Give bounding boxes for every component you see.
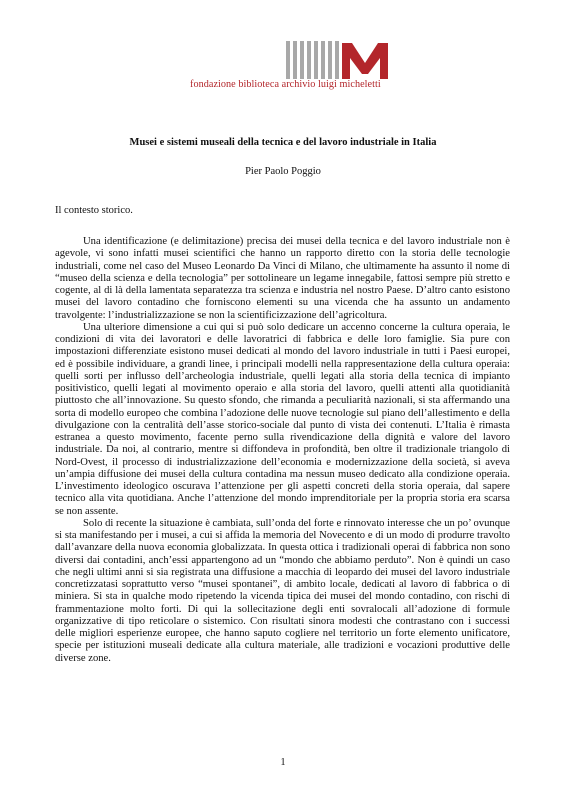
body-paragraph: Solo di recente la situazione è cambiata, sull’onda del forte e rinnovato interesse che un po’ ovunque si sta manifestando per i musei, a cui si affida la memoria del Novecento e di un modo di produrre travolto dall’avanzare della nuova economia globalizzata. In questa ottica i tradizionali operai di fabbrica non sono diversi dai contadini, anch’essi appartengono ad un “mondo che abbiamo perduto”. Non è quindi un caso che negli ultimi anni si sia registrata una diffusione a macchia di leopardo dei musei del lavoro industriale concretizzatasi soprattutto verso “musei spontanei”, di ambito locale, dedicati al lavoro di fabbrica o di miniera. Si sta in qualche modo ripetendo la vicenda tipica dei musei del mondo contadino, con rischi di frammentazione molto forti. Di qui la sollecitazione degli enti sovralocali all’adozione di formule organizzative di tipo reticolare o sistemico. Con risultati sinora modesti che contrastano con i successi delle migliori esperienze europee, che hanno saputo cogliere nel territorio un forte elemento unificatore, specie per istituzioni museali dedicate alla cultura materiale, alle tradizioni e vocazioni produttive delle diverse zone. xyxy=(55,517,510,664)
document-author: Pier Paolo Poggio xyxy=(245,166,321,177)
logo-mark xyxy=(207,41,407,83)
logo-m-letter xyxy=(342,43,388,79)
body-paragraph: Una identificazione (e delimitazione) precisa dei musei della tecnica e del lavoro industriale non è agevole, vi sono infatti musei scientifici che hanno un rapporto diretto con la storia delle tecnologie industriali, come nel caso del Museo Leonardo Da Vinci di Milano, che ultimamente ha assunto il nome di “museo della scienza e della tecnologia” per sottolineare un legame innegabile, fattosi sempre più stretto e cogente, al di là della lamentata separatezza tra scienza e industria nel nostro Paese. D’altro canto esistono musei del lavoro contadino che forniscono elementi su una vicenda che ha assunto un andamento travolgente: l’industrializzazione se non la scientificizzazione dell’agricoltura. xyxy=(55,236,510,321)
foundation-name: fondazione biblioteca archivio luigi micheletti xyxy=(190,79,381,90)
page-number: 1 xyxy=(280,757,286,768)
section-title: Il contesto storico. xyxy=(55,205,133,216)
logo-bars xyxy=(286,41,339,79)
body-paragraph: Una ulteriore dimensione a cui qui si può solo dedicare un accenno concerne la cultura operaia, le condizioni di vita dei lavoratori e delle lavoratrici di fabbrica e delle loro famiglie. Sia pure con impostazioni differenziate esistono musei dedicati al mondo del lavoro industriale in tutti i Paesi europei, ed è possibile individuare, a grandi linee, i principali modelli nella rappresentazione della cultura operaia: quelli sorti per influsso dell’archeologia industriale, quelli legati alla storia della tecnica di impianto positivistico, quelli legati al movimento operaio e alla storia del lavoro, quelli attenti alla quotidianità piuttosto che all’innovazione. Su questo sfondo, che rimanda a peculiarità nazionali, si sta affermando una sorta di modello europeo che combina l’adozione delle nuove tecnologie sul piano dell’allestimento e della divulgazione con la centralità dell’asse storico-sociale dal punto di vista dei contenuti. L’Italia è rimasta estranea a questo movimento, facente perno sulla rivendicazione della dignità e valore del lavoro industriale. Da noi, al contrario, mentre si diffondeva in profondità, ben oltre il tradizionale triangolo di Nord-Ovest, il processo di industrializzazione dell’economia e modernizzazione della società, si aveva un’ampia diffusione dei musei della cultura contadina ma nessun museo dedicato alla condizione operaia. L’investimento ideologico oscurava l’attenzione per gli aspetti concreti della storia operaia, dal sapere tecnico alla vita quotidiana. Anche l’attenzione del mondo imprenditoriale per la propria storia era scarsa se non assente. xyxy=(55,321,510,517)
document-body xyxy=(55,236,510,665)
fbalm-logo-icon xyxy=(207,41,407,83)
document-title: Musei e sistemi museali della tecnica e del lavoro industriale in Italia xyxy=(129,137,437,148)
